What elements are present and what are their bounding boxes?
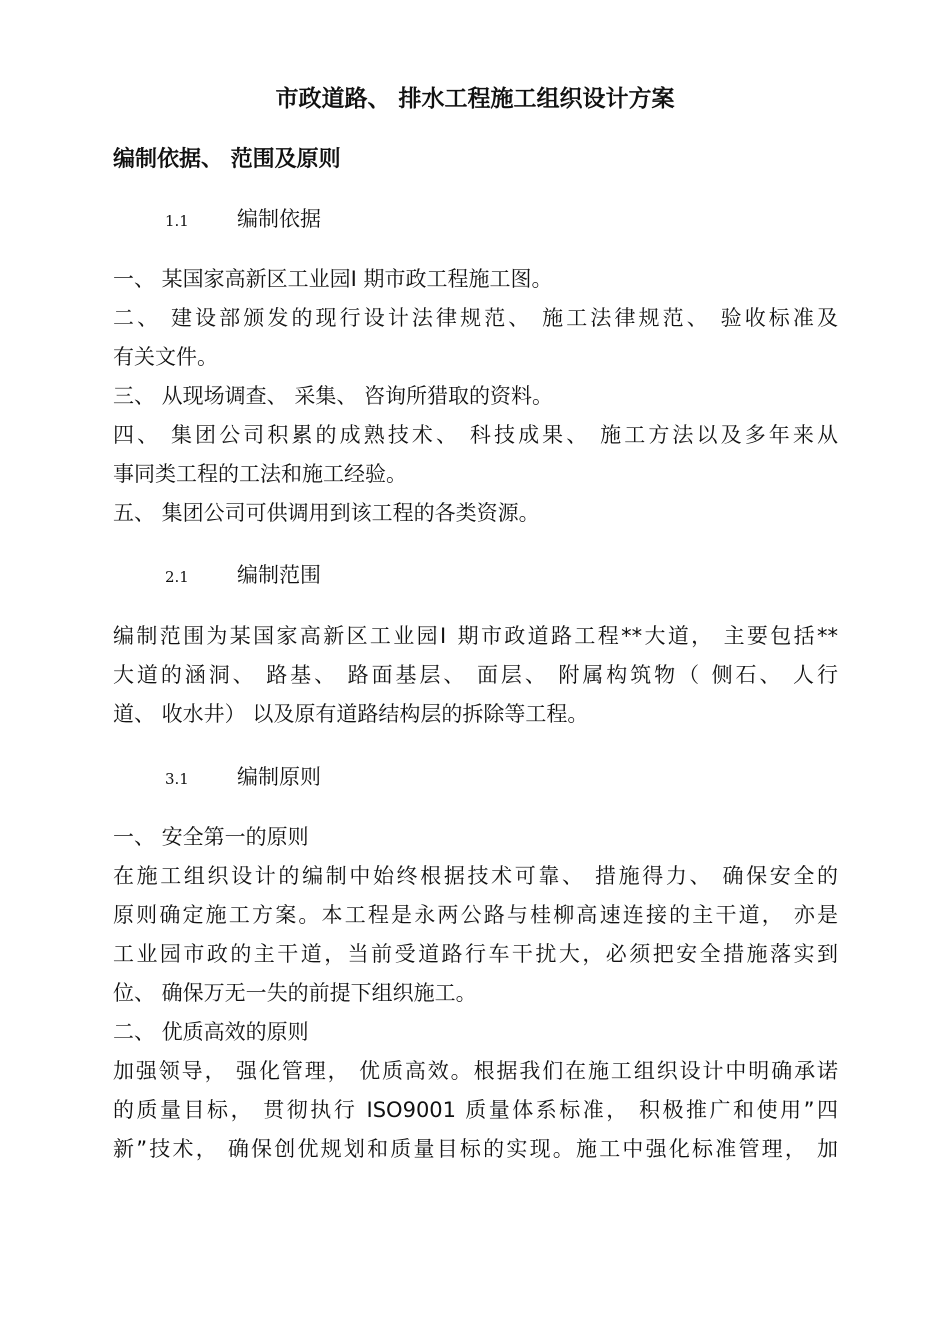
paragraph-line: 道、 收水井） 以及原有道路结构层的拆除等工程。 <box>113 702 589 726</box>
paragraph-line: 原则确定施工方案。本工程是永两公路与桂柳高速连接的主干道， 亦是 <box>113 903 838 927</box>
subsection-label: 编制范围 <box>237 563 321 587</box>
paragraph-line: 三、 从现场调查、 采集、 咨询所猎取的资料。 <box>113 384 554 408</box>
paragraph-line: 一、 安全第一的原则 <box>113 825 309 849</box>
subsection-number: 3.1 <box>165 770 189 788</box>
subsection-number: 1.1 <box>165 212 189 230</box>
paragraph-line: 五、 集团公司可供调用到该工程的各类资源。 <box>113 501 540 525</box>
paragraph-line: 工业园市政的主干道，当前受道路行车干扰大，必须把安全措施落实到 <box>113 942 838 966</box>
section-heading: 编制依据、 范围及原则 <box>113 147 341 172</box>
subsection-label: 编制原则 <box>237 765 321 789</box>
paragraph-line: 事同类工程的工法和施工经验。 <box>113 462 407 486</box>
paragraph-line: 位、 确保万无一失的前提下组织施工。 <box>113 981 477 1005</box>
subsection-1-heading <box>165 203 321 233</box>
paragraph-line: 大道的涵洞、 路基、 路面基层、 面层、 附属构筑物（ 侧石、 人行 <box>113 663 838 687</box>
paragraph-line: 二、 优质高效的原则 <box>113 1020 309 1044</box>
paragraph-line: 加强领导， 强化管理， 优质高效。根据我们在施工组织设计中明确承诺 <box>113 1059 838 1083</box>
paragraph-line: 在施工组织设计的编制中始终根据技术可靠、 措施得力、 确保安全的 <box>113 864 838 888</box>
subsection-number: 2.1 <box>165 568 189 586</box>
document-title: 市政道路、 排水工程施工组织设计方案 <box>275 86 675 112</box>
subsection-2-heading <box>165 559 321 589</box>
paragraph-line: 二、 建设部颁发的现行设计法律规范、 施工法律规范、 验收标准及 <box>113 306 838 330</box>
paragraph-line: 新”技术， 确保创优规划和质量目标的实现。施工中强化标准管理， 加 <box>113 1137 838 1161</box>
paragraph-line: 有关文件。 <box>113 345 218 369</box>
subsection-3-heading <box>165 761 321 791</box>
subsection-label: 编制依据 <box>237 207 321 231</box>
paragraph-line: 的质量目标， 贯彻执行 ISO9001 质量体系标准， 积极推广和使用”四 <box>113 1098 838 1122</box>
paragraph-line: 一、 某国家高新区工业园Ⅰ 期市政工程施工图。 <box>113 267 553 291</box>
paragraph-line: 四、 集团公司积累的成熟技术、 科技成果、 施工方法以及多年来从 <box>113 423 838 447</box>
paragraph-line: 编制范围为某国家高新区工业园Ⅰ 期市政道路工程**大道， 主要包括** <box>113 624 838 648</box>
